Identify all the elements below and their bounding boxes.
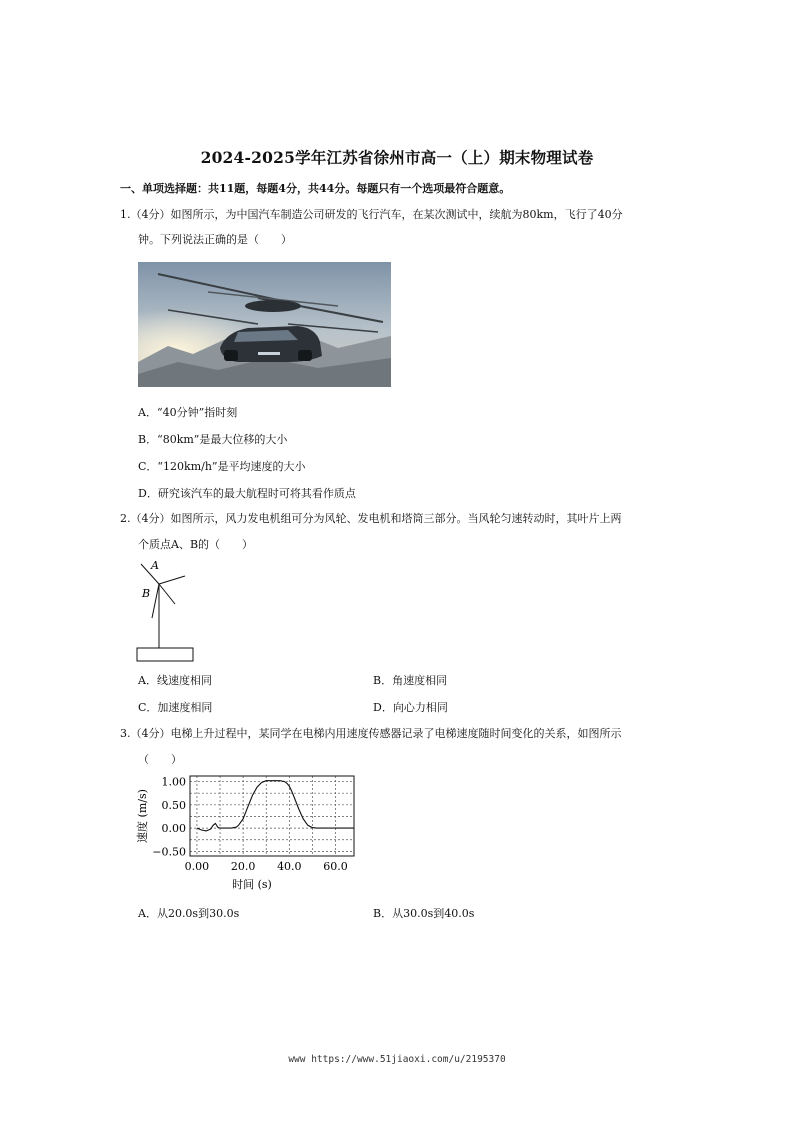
velocity-series-line xyxy=(197,781,354,831)
question-3-option-a: A．从20.0s到30.0s xyxy=(138,907,240,920)
x-tick-label: 60.0 xyxy=(323,860,348,873)
question-1-line-1: 1.（4分）如图所示，为中国汽车制造公司研发的飞行汽车，在某次测试中，续航为80km，飞行了40分 xyxy=(120,208,623,221)
question-2-option-d: D．向心力相同 xyxy=(373,701,448,714)
footer-watermark-url: www https://www.51jiaoxi.com/u/2195370 xyxy=(288,1054,506,1065)
page-title: 2024-2025学年江苏省徐州市高一（上）期末物理试卷 xyxy=(200,148,594,167)
question-3-option-b: B．从30.0s到40.0s xyxy=(373,907,475,920)
question-2-line-1: 2.（4分）如图所示，风力发电机组可分为风轮、发电机和塔筒三部分。当风轮匀速转动时，其叶片上两 xyxy=(120,512,622,525)
flying-car-photo xyxy=(138,262,391,387)
chart-grid xyxy=(190,776,354,856)
y-tick-label: 0.50 xyxy=(161,798,186,812)
y-tick-label: 0.00 xyxy=(161,822,186,836)
question-2-line-2: 个质点A、B的（ ） xyxy=(138,538,254,551)
question-1-option-a: A．“40分钟”指时刻 xyxy=(138,406,238,419)
point-b-label: B xyxy=(142,587,151,600)
y-axis-label: 速度 (m/s) xyxy=(136,789,149,843)
question-2-option-a: A．线速度相同 xyxy=(138,674,212,687)
x-axis-label: 时间 (s) xyxy=(232,878,272,891)
y-tick-label: −0.50 xyxy=(152,845,186,859)
question-1-line-2: 钟。下列说法正确的是（ ） xyxy=(138,233,292,246)
x-tick-label: 40.0 xyxy=(277,860,302,873)
x-tick-label: 0.00 xyxy=(184,860,210,873)
chart-frame xyxy=(190,776,354,856)
wind-turbine-figure xyxy=(133,556,203,664)
question-1-option-d: D．研究该汽车的最大航程时可将其看作质点 xyxy=(138,487,356,500)
question-1-option-b: B．“80km”是最大位移的大小 xyxy=(138,433,288,446)
section-heading: 一、单项选择题：共11题，每题4分，共44分。每题只有一个选项最符合题意。 xyxy=(120,182,511,195)
question-2-option-b: B．角速度相同 xyxy=(373,674,448,687)
question-2-option-c: C．加速度相同 xyxy=(138,701,213,714)
y-tick-label: 1.00 xyxy=(161,775,186,789)
velocity-time-chart xyxy=(132,772,358,894)
question-1-option-c: C．“120km/h”是平均速度的大小 xyxy=(138,460,306,473)
x-tick-label: 20.0 xyxy=(230,860,256,873)
point-a-label: A xyxy=(151,559,159,572)
question-3-line-2: （ ） xyxy=(138,753,182,766)
question-3-line-1: 3.（4分）电梯上升过程中，某同学在电梯内用速度传感器记录了电梯速度随时间变化的关系，如图所示 xyxy=(120,727,622,740)
